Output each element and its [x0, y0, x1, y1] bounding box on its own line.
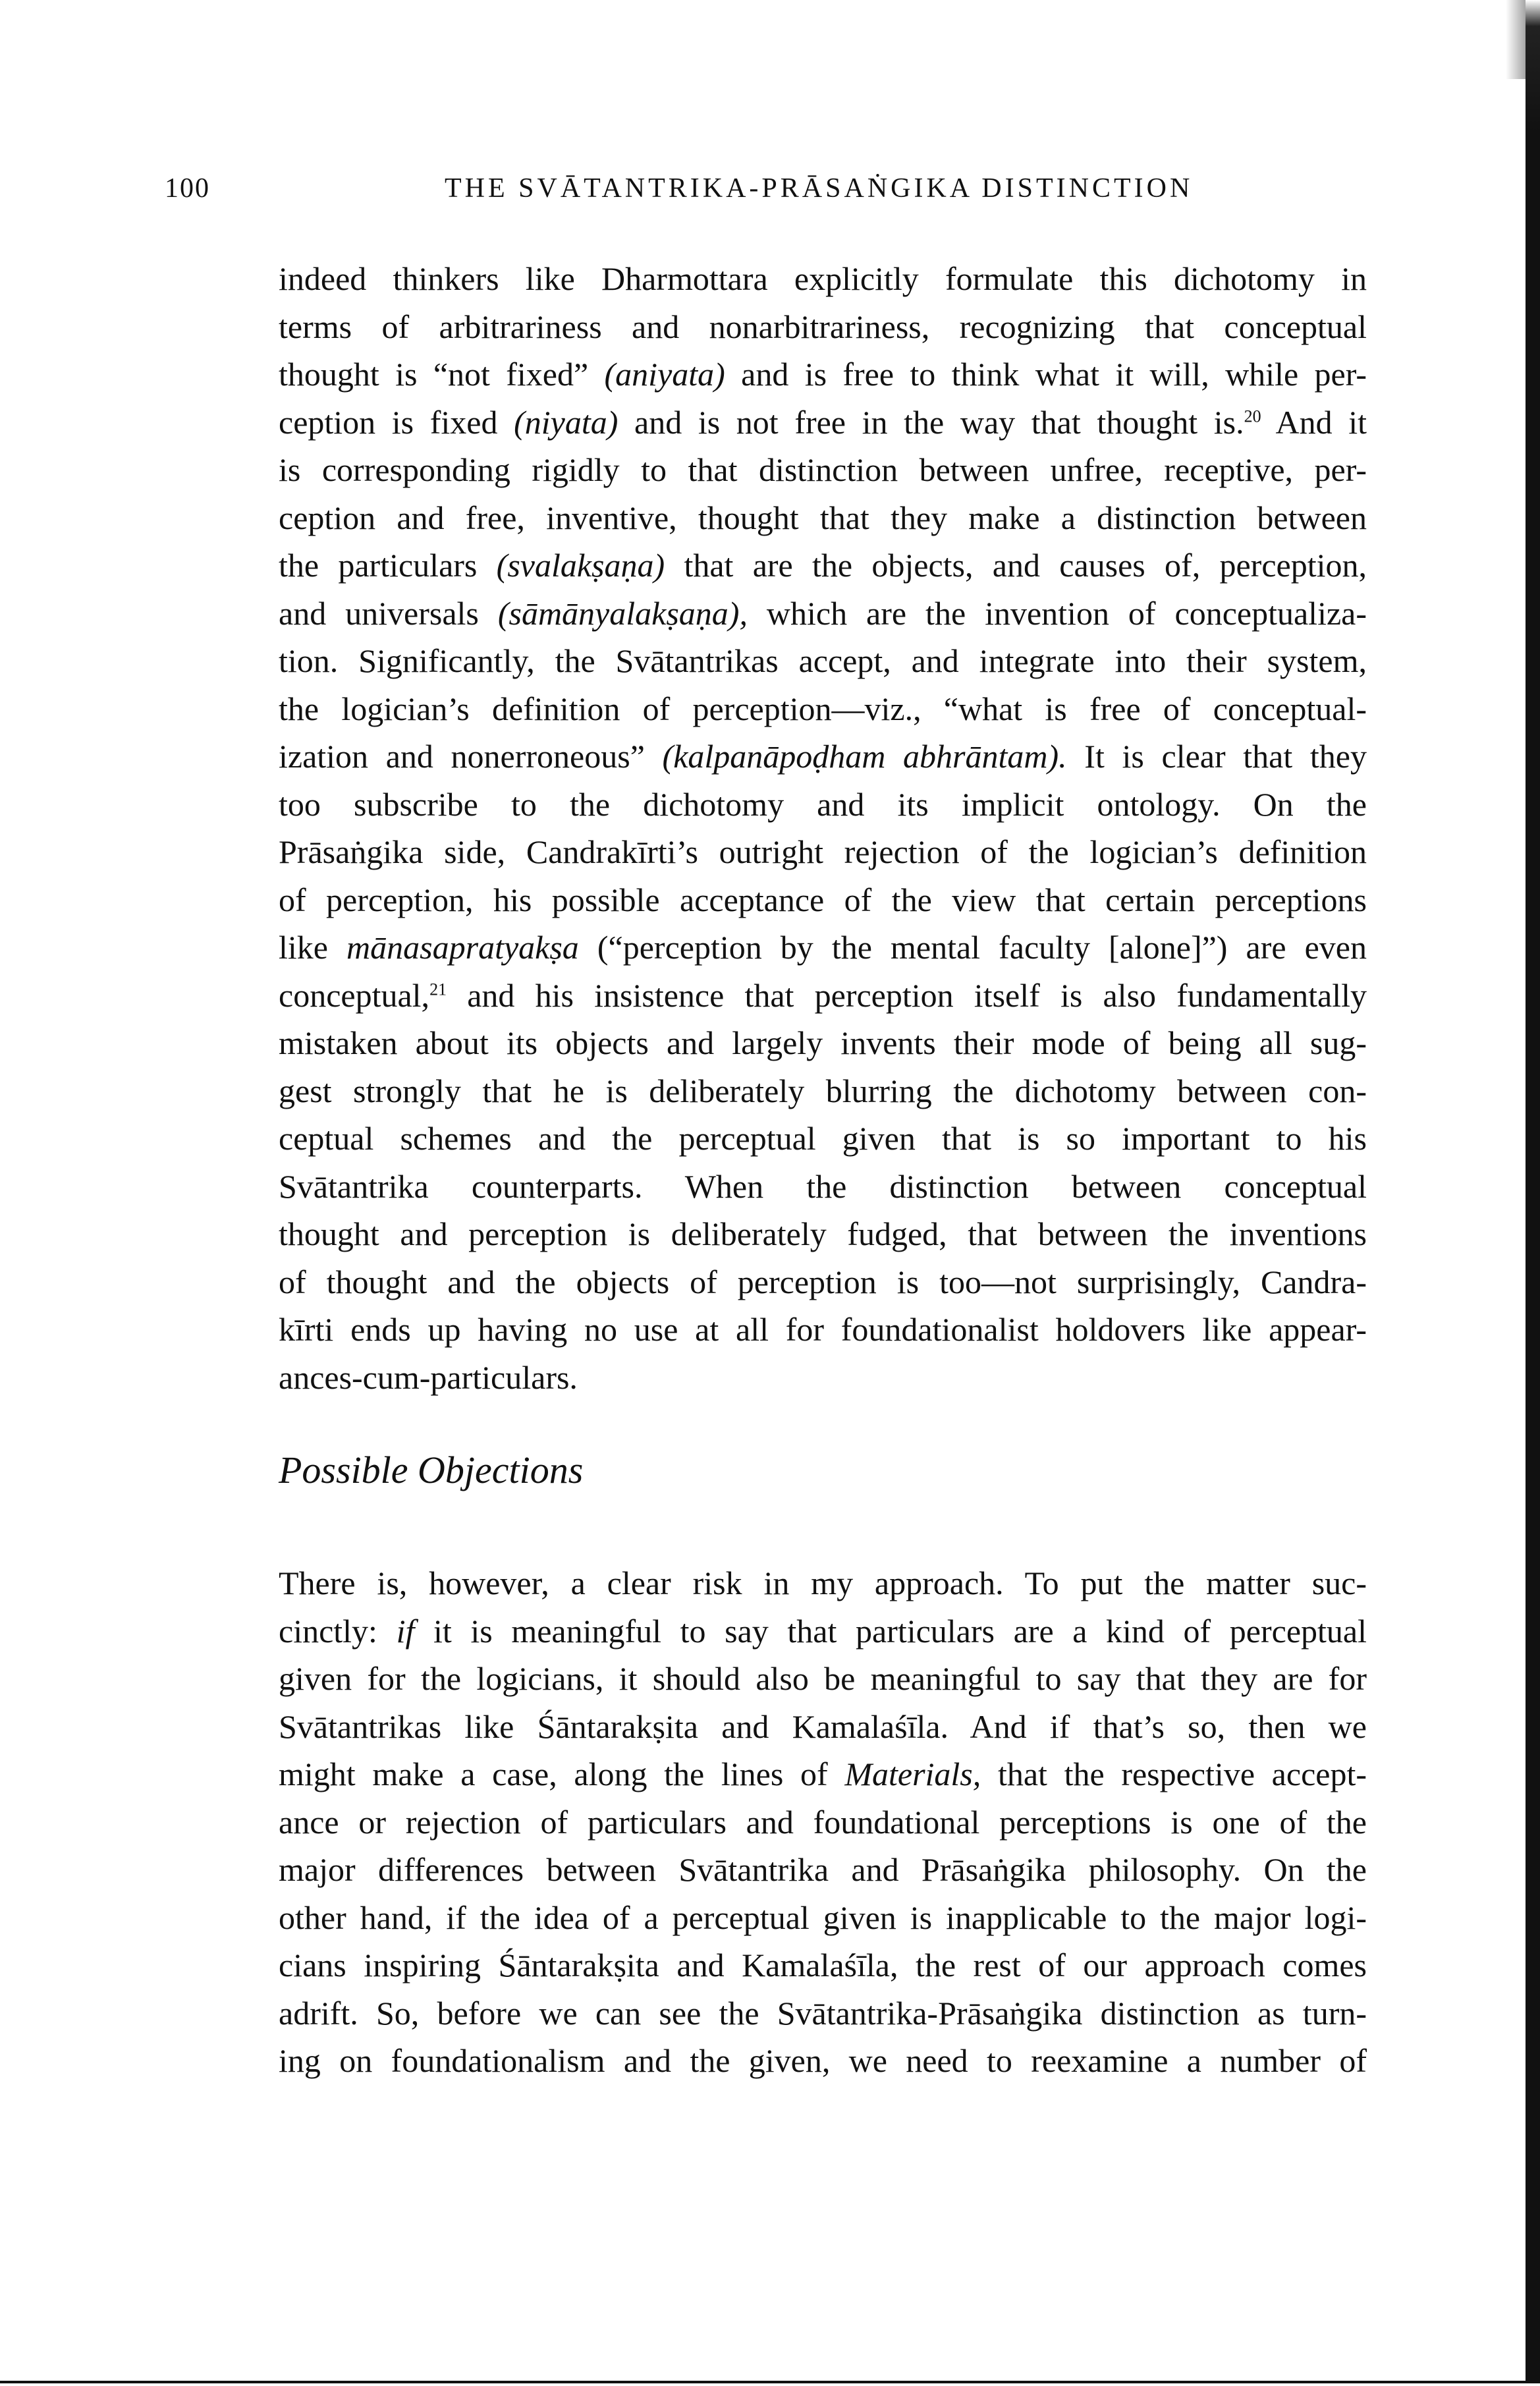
text-segment: and is free to think what it will, while per- — [725, 356, 1367, 393]
text-line — [279, 1750, 1367, 1798]
text-line — [279, 1210, 1367, 1258]
italic-term: (niyata) — [514, 403, 619, 441]
text-line — [279, 1989, 1367, 2038]
text-segment: other hand, if the idea of a perceptual given is inapplicable to the major logi- — [279, 1899, 1367, 1936]
text-segment: adrift. So, before we can see the Svātantrika-Prāsaṅgika distinction as turn- — [279, 1994, 1367, 2032]
text-segment: And it — [1261, 403, 1367, 441]
text-line — [279, 876, 1367, 924]
text-segment: and his insistence that perception itself is also fundamentally — [447, 976, 1367, 1014]
text-line — [279, 1846, 1367, 1894]
text-line — [279, 541, 1367, 590]
text-segment: cinctly: — [279, 1612, 397, 1650]
text-segment: major differences between Svātantrika and Prāsaṅgika philosophy. On the — [279, 1851, 1367, 1888]
text-segment: ception is fixed — [279, 403, 514, 441]
text-line — [279, 303, 1367, 351]
text-segment: of thought and the objects of perception is too—not surprisingly, Candra- — [279, 1263, 1367, 1300]
text-line — [279, 494, 1367, 542]
text-segment: ception and free, inventive, thought that they make a distinction between — [279, 499, 1367, 536]
text-line — [279, 1258, 1367, 1306]
text-line — [279, 1798, 1367, 1846]
text-segment: that the respective accept- — [981, 1756, 1367, 1792]
text-segment: (“perception by the mental faculty [alone]”) are even — [578, 929, 1367, 966]
section-heading: Possible Objections — [279, 1449, 584, 1491]
text-line — [279, 1019, 1367, 1067]
text-segment: and universals — [279, 594, 498, 632]
text-line — [279, 924, 1367, 972]
text-line — [279, 733, 1367, 781]
paragraph-2 — [279, 1559, 1367, 2085]
text-segment: tion. Significantly, the Svātantrikas accept, and integrate into their system, — [279, 642, 1367, 679]
text-line — [279, 828, 1367, 876]
text-segment: given for the logicians, it should also be meaningful to say that they are for — [279, 1660, 1367, 1697]
text-segment: Svātantrika counterparts. When the distinction between conceptual — [279, 1167, 1367, 1205]
footnote-ref: 21 — [429, 979, 447, 999]
text-line — [279, 2037, 1367, 2085]
text-segment: kīrti ends up having no use at all for foundationalist holdovers like appear- — [279, 1311, 1367, 1348]
text-line — [279, 255, 1367, 303]
text-segment: ances-cum-particulars. — [279, 1358, 578, 1396]
text-segment: and is not free in the way that thought is. — [618, 403, 1244, 441]
text-segment: that are the objects, and causes of, perception, — [665, 547, 1367, 584]
text-segment: conceptual, — [279, 976, 430, 1014]
text-segment: ceptual schemes and the perceptual given that is so important to his — [279, 1120, 1367, 1157]
text-line — [279, 972, 1367, 1020]
text-segment: thought and perception is deliberately fudged, that between the inventions — [279, 1215, 1367, 1252]
text-segment: terms of arbitrariness and nonarbitrariness, recognizing that conceptual — [279, 308, 1367, 345]
text-line — [279, 1306, 1367, 1354]
text-segment: of perception, his possible acceptance of the view that certain perceptions — [279, 881, 1367, 918]
italic-term: (sāmānyalakṣaṇa), — [497, 594, 748, 632]
text-segment: gest strongly that he is deliberately blurring the dichotomy between con- — [279, 1072, 1367, 1109]
italic-term: (aniyata) — [604, 356, 725, 393]
text-segment: mistaken about its objects and largely invents their mode of being all sug- — [279, 1024, 1367, 1061]
text-line — [279, 1067, 1367, 1115]
text-segment: thought is “not fixed” — [279, 356, 605, 393]
text-line — [279, 1559, 1367, 1607]
text-line — [279, 1354, 1367, 1402]
text-segment: Prāsaṅgika side, Candrakīrti’s outright rejection of the logician’s definition — [279, 833, 1367, 870]
italic-term: (svalakṣaṇa) — [496, 547, 665, 584]
text-line — [279, 637, 1367, 685]
italic-term: if — [396, 1612, 415, 1650]
scan-edge-gradient — [1506, 0, 1526, 79]
text-segment: which are the invention of conceptualiza- — [747, 594, 1367, 632]
text-line — [279, 399, 1367, 447]
running-header: THE SVĀTANTRIKA-PRĀSAṄGIKA DISTINCTION — [445, 173, 1194, 204]
scan-bottom-edge — [0, 2381, 1540, 2383]
page-number: 100 — [165, 173, 210, 204]
text-line — [279, 1115, 1367, 1163]
text-segment: There is, however, a clear risk in my approach. To put the matter suc- — [279, 1565, 1367, 1601]
text-segment: it is meaningful to say that particulars are a kind of perceptual — [414, 1612, 1367, 1650]
footnote-ref: 20 — [1244, 406, 1261, 426]
text-line — [279, 1941, 1367, 1989]
text-line — [279, 781, 1367, 829]
text-line — [279, 1894, 1367, 1942]
text-segment: too subscribe to the dichotomy and its implicit ontology. On the — [279, 785, 1367, 823]
text-segment: ing on foundationalism and the given, we need to reexamine a number of — [279, 2042, 1367, 2079]
scan-edge-shadow — [1526, 0, 1540, 2381]
text-line — [279, 1655, 1367, 1703]
text-line — [279, 1163, 1367, 1211]
text-line — [279, 1703, 1367, 1751]
paragraph-1 — [279, 255, 1367, 1401]
text-segment: ization and nonerroneous” — [279, 738, 663, 775]
text-segment: Svātantrikas like Śāntarakṣita and Kamalaśīla. And if that’s so, then we — [279, 1707, 1367, 1745]
italic-term: mānasapratyakṣa — [346, 929, 579, 966]
text-segment: indeed thinkers like Dharmottara explicitly formulate this dichotomy in — [279, 260, 1367, 297]
text-segment: ance or rejection of particulars and foundational perceptions is one of the — [279, 1803, 1367, 1841]
text-line — [279, 685, 1367, 733]
text-line — [279, 350, 1367, 399]
text-segment: is corresponding rigidly to that distinction between unfree, receptive, per- — [279, 451, 1367, 488]
text-segment: cians inspiring Śāntarakṣita and Kamalaśīla, the rest of our approach comes — [279, 1947, 1367, 1984]
text-segment: like — [279, 929, 347, 966]
text-segment: the logician’s definition of perception—viz., “what is free of conceptual- — [279, 690, 1367, 727]
text-segment: It is clear that they — [1066, 738, 1367, 775]
text-segment: the particulars — [279, 547, 497, 584]
italic-term: Materials, — [844, 1756, 981, 1792]
text-segment: might make a case, along the lines of — [279, 1756, 845, 1792]
text-line — [279, 1607, 1367, 1655]
text-line — [279, 446, 1367, 494]
italic-term: (kalpanāpoḍham abhrāntam). — [662, 738, 1067, 775]
text-line — [279, 590, 1367, 638]
